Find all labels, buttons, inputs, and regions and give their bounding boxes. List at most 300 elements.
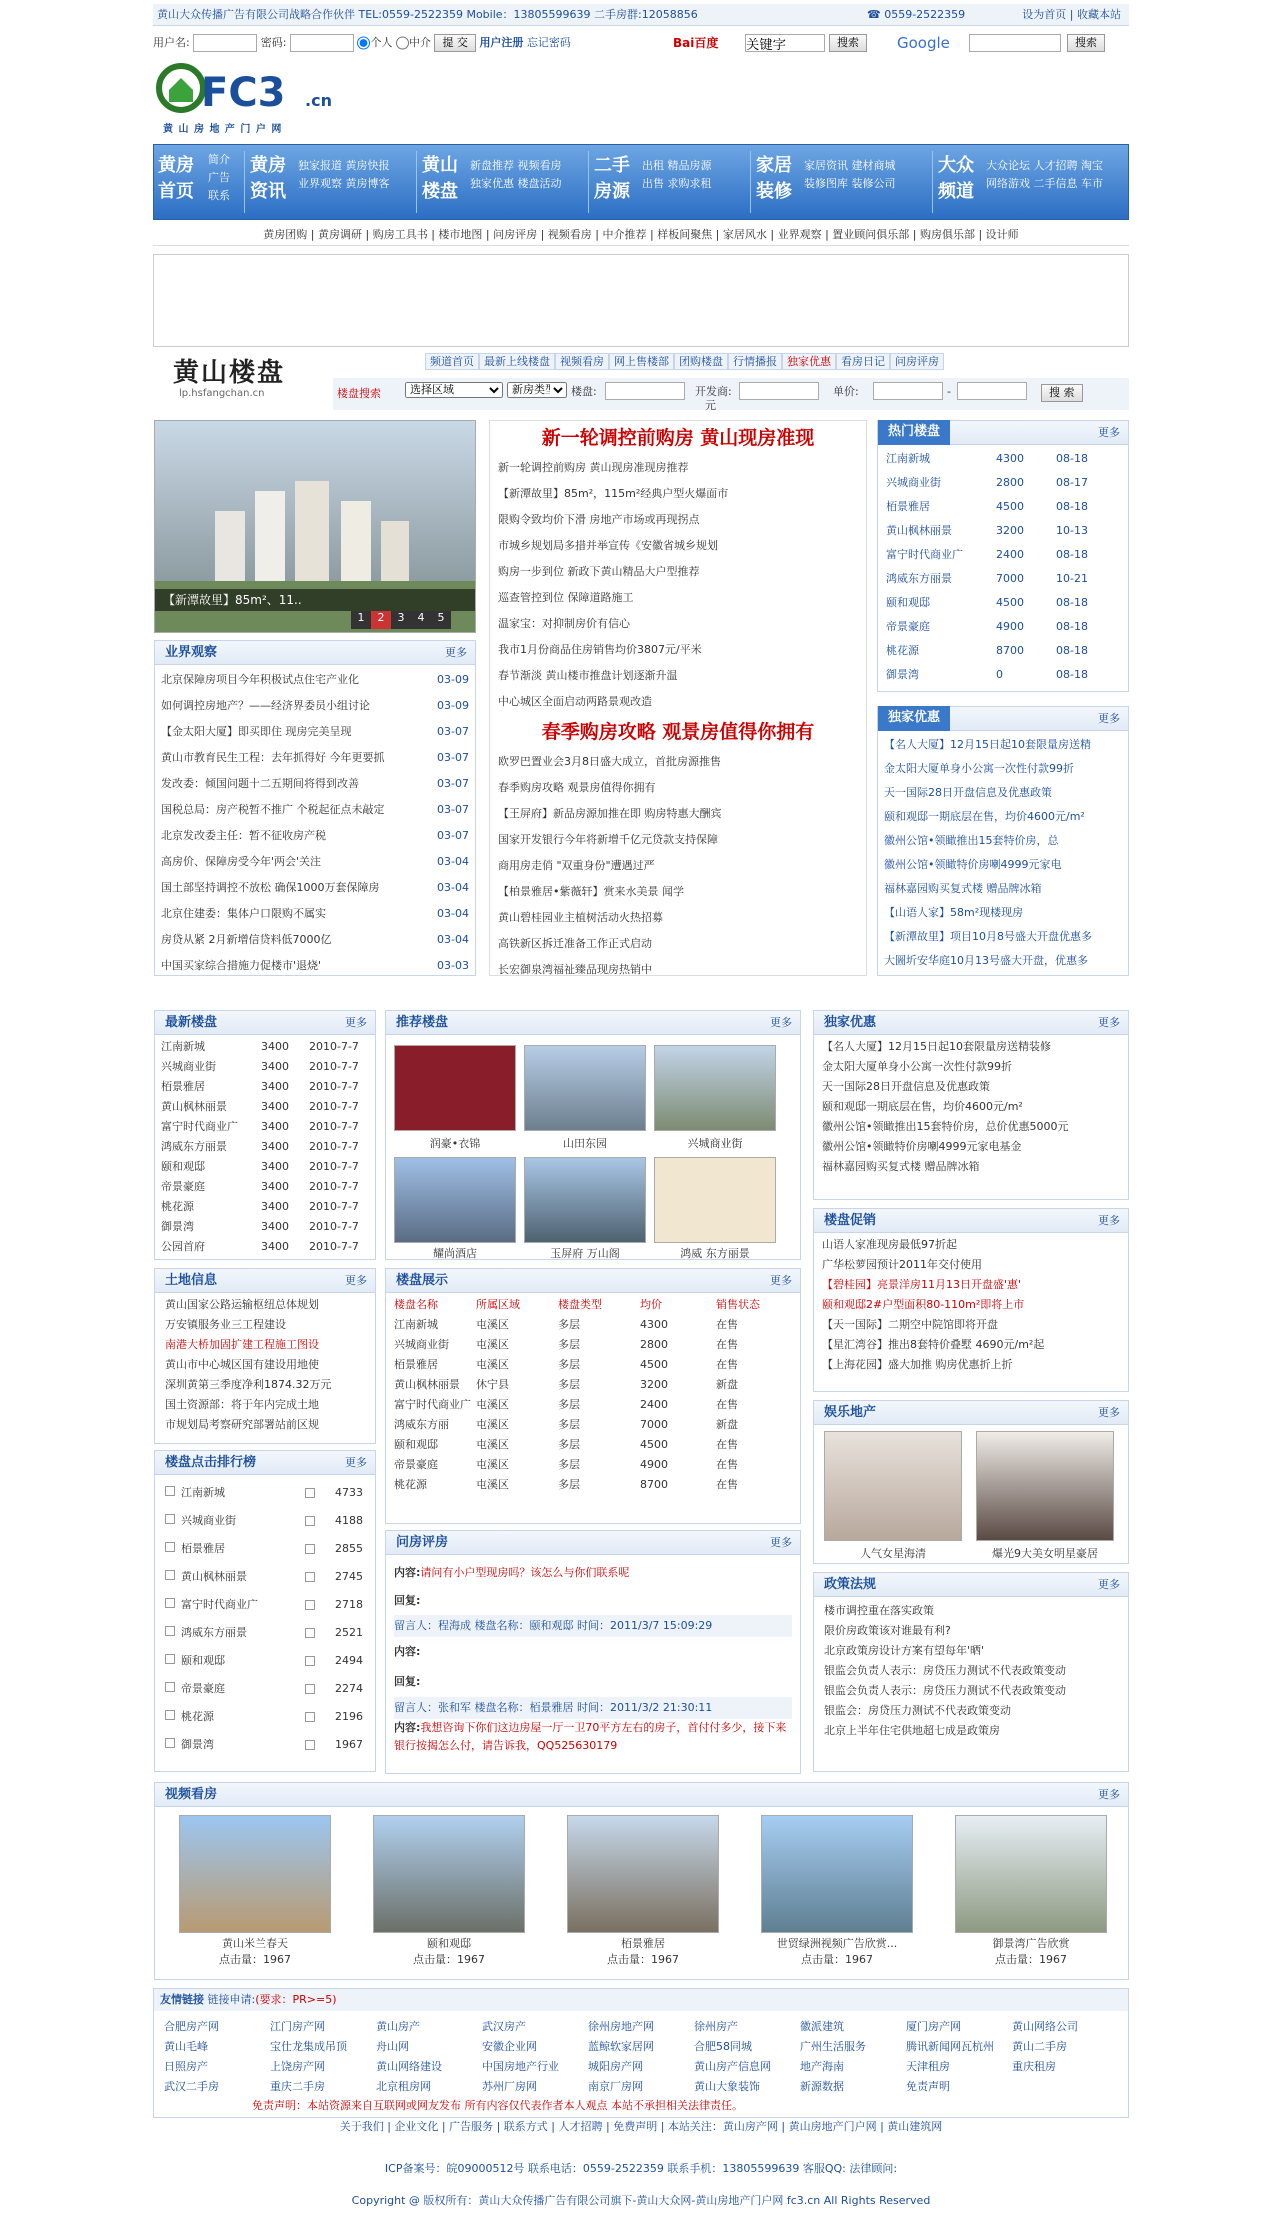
recommend-photo[interactable] bbox=[394, 1045, 516, 1131]
table-row[interactable]: 江南新城 4300 08-18 bbox=[886, 452, 1088, 465]
qa-reply: 回复: bbox=[394, 1675, 421, 1688]
register-link[interactable]: 用户注册 bbox=[479, 36, 524, 49]
list-item[interactable]: 【碧桂园】亮景洋房11月13日开盘盛'惠' bbox=[822, 1278, 1022, 1291]
table-row[interactable]: 富宁时代商业广 2400 08-18 bbox=[886, 548, 1088, 561]
nav-home-deco[interactable] bbox=[756, 151, 926, 213]
recommend-photo[interactable] bbox=[654, 1045, 776, 1131]
site-logo[interactable] bbox=[155, 58, 355, 138]
list-item[interactable]: 高房价、保障房受今年'两会'关注 03-04 bbox=[161, 855, 469, 868]
friend-link[interactable]: 广州生活服务 bbox=[800, 2040, 866, 2053]
list-item[interactable]: 北京政策房设计方案有望每年'晒' bbox=[824, 1644, 985, 1657]
tab-market[interactable]: 行情播报 bbox=[728, 353, 782, 370]
discount-box-2 bbox=[813, 1010, 1129, 1200]
video-thumb[interactable] bbox=[567, 1815, 719, 1933]
friend-link[interactable]: 黄山房产 bbox=[376, 2020, 420, 2033]
friend-link[interactable]: 黄山网络建设 bbox=[376, 2060, 442, 2073]
friend-link[interactable]: 腾讯新闻网瓦杭州 bbox=[906, 2040, 994, 2053]
disclaimer: 免责声明：本站资源来自互联网或网友发布 所有内容仅代表作者本人观点 本站不承担相关法律责任。 bbox=[252, 2099, 743, 2112]
links-apply[interactable]: 链接申请: bbox=[207, 1993, 256, 2006]
video-thumb[interactable] bbox=[955, 1815, 1107, 1933]
list-item[interactable]: 北京发改委主任：暂不征收房产税 03-07 bbox=[161, 829, 469, 842]
list-item[interactable]: 银监会负责人表示：房贷压力测试不代表政策变动 bbox=[824, 1684, 1066, 1697]
table-row[interactable]: 公园首府 3400 2010-7-7 bbox=[161, 1240, 359, 1253]
radio-agent[interactable] bbox=[396, 34, 409, 52]
nav-dazhong-label[interactable]: 大众频道 bbox=[938, 155, 974, 202]
table-row[interactable]: 富宁时代商业广 屯溪区 多层 2400 在售 bbox=[394, 1398, 738, 1411]
list-item[interactable]: 【星汇湾谷】推出8套特价叠墅 4690元/m²起 bbox=[822, 1338, 1045, 1351]
land-box bbox=[154, 1268, 376, 1444]
qa-reply: 回复: bbox=[394, 1594, 421, 1607]
recommend-photo[interactable] bbox=[524, 1045, 646, 1131]
tab-video[interactable]: 视频看房 bbox=[555, 353, 609, 370]
nav-loupan-sub[interactable]: 新盘推荐 视频看房 独家优惠 楼盘活动 bbox=[470, 159, 562, 190]
friend-link[interactable]: 徽派建筑 bbox=[800, 2020, 844, 2033]
list-item[interactable]: 福林嘉园购买复式楼 赠品牌冰箱 bbox=[822, 1160, 980, 1173]
table-row[interactable]: 兴城商业街 3400 2010-7-7 bbox=[161, 1060, 359, 1073]
news-item[interactable]: 春季购房攻略 观景房值得你拥有 bbox=[498, 781, 656, 794]
name-label: 楼盘: bbox=[571, 385, 597, 398]
policy-list bbox=[814, 1597, 1128, 1745]
loupan-tabs bbox=[425, 352, 944, 372]
table-row[interactable]: 江南新城 屯溪区 多层 4300 在售 bbox=[394, 1318, 738, 1331]
news-item[interactable]: 温家宝：对抑制房价有信心 bbox=[498, 617, 630, 630]
table-row[interactable]: 颐和观邸 屯溪区 多层 4500 在售 bbox=[394, 1438, 738, 1451]
news-item[interactable]: 中心城区全面启动两路景观改造 bbox=[498, 695, 652, 708]
list-item[interactable]: 北京保障房项目今年积极试点住宅产业化 03-09 bbox=[161, 673, 469, 686]
tab-diary[interactable]: 看房日记 bbox=[836, 353, 890, 370]
table-row[interactable]: 兴城商业街 屯溪区 多层 2800 在售 bbox=[394, 1338, 738, 1351]
nav-dazhong[interactable] bbox=[938, 151, 1124, 213]
industry-more[interactable]: 更多 bbox=[445, 646, 467, 659]
table-row[interactable]: 帝景豪庭 4900 08-18 bbox=[886, 620, 1088, 633]
list-item[interactable]: 大圌圻安华庭10月13号盛大开盘，优惠多 bbox=[884, 954, 1088, 967]
username-input[interactable] bbox=[193, 34, 257, 52]
friend-link[interactable]: 黄山大象装饰 bbox=[694, 2080, 760, 2093]
video-clicks: 点击量：1967 bbox=[995, 1953, 1067, 1966]
table-row[interactable]: 栢景雅居 屯溪区 多层 4500 在售 bbox=[394, 1358, 738, 1371]
list-item[interactable]: 【山语人家】58m²现楼现房 bbox=[884, 906, 1024, 919]
friend-link[interactable]: 南京厂房网 bbox=[588, 2080, 643, 2093]
list-item[interactable]: 房贷从紧 2月新增信贷料低7000亿 03-04 bbox=[161, 933, 469, 946]
friend-link[interactable]: 重庆租房 bbox=[1012, 2060, 1056, 2073]
nav-home-deco-label[interactable]: 家居装修 bbox=[756, 155, 792, 202]
links-box bbox=[153, 1988, 1129, 2118]
list-item[interactable]: 山语人家准现房最低97折起 bbox=[822, 1238, 957, 1251]
list-item[interactable]: 富宁时代商业广 2718 bbox=[165, 1591, 365, 1619]
search-label: 楼盘搜索 bbox=[337, 387, 381, 400]
list-item[interactable]: 御景湾 1967 bbox=[165, 1731, 365, 1759]
type-select[interactable] bbox=[507, 382, 567, 398]
nav-dazhong-sub[interactable]: 大众论坛 人才招聘 淘宝 网络游戏 二手信息 车市 bbox=[986, 159, 1103, 190]
radio-personal-label: 个人 bbox=[370, 36, 393, 49]
video-label[interactable]: 御景湾广告欣赏 bbox=[992, 1937, 1070, 1950]
list-item[interactable]: 黄山市教育民生工程：去年抓得好 今年更要抓 03-07 bbox=[161, 751, 469, 764]
nav-secondhand-sub[interactable]: 出租 精品房源 出售 求购求租 bbox=[642, 159, 712, 190]
table-row[interactable]: 桃花源 8700 08-18 bbox=[886, 644, 1088, 657]
friend-link[interactable]: 免责声明 bbox=[906, 2080, 950, 2093]
rank-more[interactable]: 更多 bbox=[345, 1456, 367, 1469]
recommend-title: 推荐楼盘 bbox=[396, 1015, 449, 1030]
password-label: 密码: bbox=[260, 36, 287, 49]
list-item[interactable]: 黄山市中心城区国有建设用地使 bbox=[165, 1358, 319, 1371]
table-row[interactable]: 江南新城 3400 2010-7-7 bbox=[161, 1040, 359, 1053]
list-item[interactable]: 黄山国家公路运输枢纽总体规划 bbox=[165, 1298, 319, 1311]
qa-question: 内容:我想咨询下你们这边房屋一厅一卫70平方左右的房子，首付付多少，接下来银行按揭怎么付，请告诉我，QQ525630179 bbox=[394, 1721, 787, 1752]
list-item[interactable]: 广华松萝园预计2011年交付使用 bbox=[822, 1258, 982, 1271]
list-item[interactable]: 桃花源 2196 bbox=[165, 1703, 365, 1731]
username-label: 用户名: bbox=[153, 36, 190, 49]
nav-secondhand-label[interactable]: 二手房源 bbox=[594, 155, 630, 202]
video-label[interactable]: 黄山米兰春天 bbox=[222, 1937, 288, 1950]
list-item[interactable]: 天一国际28日开盘信息及优惠政策 bbox=[884, 786, 1052, 799]
star-label[interactable]: 人气女星海清 bbox=[860, 1547, 926, 1560]
price-max-input[interactable] bbox=[957, 382, 1027, 400]
loupan-domain: lp.hsfangchan.cn bbox=[179, 388, 265, 399]
friend-link[interactable]: 合肥房产网 bbox=[164, 2020, 219, 2033]
recommend-label[interactable]: 鸿威 东方丽景 bbox=[680, 1247, 750, 1260]
table-row[interactable]: 黄山枫林丽景 3400 2010-7-7 bbox=[161, 1100, 359, 1113]
table-row[interactable]: 黄山枫林丽景 3200 10-13 bbox=[886, 524, 1088, 537]
region-select[interactable] bbox=[405, 382, 503, 398]
table-row[interactable]: 鸿威东方丽 屯溪区 多层 7000 新盘 bbox=[394, 1418, 738, 1431]
friend-link[interactable]: 黄山房产信息网 bbox=[694, 2060, 771, 2073]
list-item[interactable]: 徽州公馆•领瞰推出15套特价房，总 bbox=[884, 834, 1059, 847]
table-row[interactable]: 帝景豪庭 屯溪区 多层 4900 在售 bbox=[394, 1458, 738, 1471]
table-row[interactable]: 御景湾 3400 2010-7-7 bbox=[161, 1220, 359, 1233]
rank-list bbox=[155, 1475, 375, 1763]
list-item[interactable]: 【天一国际】二期空中院馆即将开盘 bbox=[822, 1318, 998, 1331]
list-item[interactable]: 福林嘉园购买复式楼 赠品牌冰箱 bbox=[884, 882, 1042, 895]
list-item[interactable]: 【名人大厦】12月15日起10套限量房送精装修 bbox=[822, 1040, 1051, 1053]
friend-link[interactable]: 徐州房地产网 bbox=[588, 2020, 654, 2033]
recommend-label[interactable]: 耀尚酒店 bbox=[433, 1247, 477, 1260]
recommend-photo[interactable] bbox=[654, 1157, 776, 1243]
list-item[interactable]: 兴城商业街 4188 bbox=[165, 1507, 365, 1535]
svg-text:FC3: FC3 bbox=[201, 70, 286, 116]
list-item[interactable]: 【新潭故里】项目10月8号盛大开盘优惠多 bbox=[884, 930, 1092, 943]
discount-more-1[interactable]: 更多 bbox=[1098, 712, 1120, 725]
showcase-more[interactable]: 更多 bbox=[770, 1274, 792, 1287]
slide-page-3[interactable]: 3 bbox=[391, 611, 411, 629]
qa-meta: 留言人：程海成 楼盘名称：颐和观邸 时间：2011/3/7 15:09:29 bbox=[394, 1615, 792, 1637]
headline-2[interactable]: 春季购房攻略 观景房值得你拥有 bbox=[541, 721, 815, 743]
list-item[interactable]: 深圳黄第三季度净利1874.32万元 bbox=[165, 1378, 332, 1391]
list-item[interactable]: 颐和观邸2#户型面积80-110m²即将上市 bbox=[822, 1298, 1025, 1311]
google-logo: Google bbox=[897, 34, 950, 52]
nav-news-sub[interactable]: 独家报道 黄房快报 业界观察 黄房博客 bbox=[298, 159, 390, 190]
news-item[interactable]: 市城乡规划局多措并举宣传《安徽省城乡规划 bbox=[498, 539, 718, 552]
rank-box bbox=[154, 1450, 376, 1772]
baidu-search-button[interactable]: 搜索 bbox=[829, 34, 867, 52]
friend-link[interactable]: 中国房地产行业 bbox=[482, 2060, 559, 2073]
news-item[interactable]: 【柏景雅居•紫薇轩】赏来水美景 闻学 bbox=[498, 885, 684, 898]
table-header: 楼盘名称 所属区域 楼盘类型 均价 销售状态 bbox=[394, 1298, 760, 1311]
friend-link[interactable]: 天津租房 bbox=[906, 2060, 950, 2073]
recommend-label[interactable]: 兴城商业街 bbox=[687, 1137, 743, 1150]
friend-link[interactable]: 武汉房产 bbox=[482, 2020, 526, 2033]
nav-news[interactable] bbox=[250, 151, 410, 213]
table-row[interactable]: 颐和观邸 4500 08-18 bbox=[886, 596, 1088, 609]
table-row[interactable]: 富宁时代商业广 3400 2010-7-7 bbox=[161, 1120, 359, 1133]
news-item[interactable]: 春节渐淡 黄山楼市推盘计划逐渐升温 bbox=[498, 669, 678, 682]
qa-content: 内容: bbox=[394, 1645, 421, 1658]
list-item[interactable]: 黄山枫林丽景 2745 bbox=[165, 1563, 365, 1591]
news-item[interactable]: 购房一步到位 新政下黄山精品大户型推荐 bbox=[498, 565, 700, 578]
news-item[interactable]: 国家开发银行今年将新增千亿元贷款支持保障 bbox=[498, 833, 718, 846]
video-label[interactable]: 颐和观邸 bbox=[427, 1937, 471, 1950]
slide-page-4[interactable]: 4 bbox=[411, 611, 431, 629]
friend-link[interactable]: 重庆二手房 bbox=[270, 2080, 325, 2093]
list-item[interactable]: 天一国际28日开盘信息及优惠政策 bbox=[822, 1080, 990, 1093]
news-item[interactable]: 【新潭故里】85m²，115m²经典户型火爆面市 bbox=[498, 487, 729, 500]
hot-more[interactable]: 更多 bbox=[1098, 426, 1120, 439]
phone-icon: ☎ bbox=[867, 8, 885, 21]
tab-discount[interactable]: 独家优惠 bbox=[782, 353, 836, 370]
video-label[interactable]: 世贸绿洲视频广告欣赏... bbox=[776, 1937, 898, 1950]
price-min-input[interactable] bbox=[873, 382, 943, 400]
nav-home-deco-sub[interactable]: 家居资讯 建材商城 装修图库 装修公司 bbox=[804, 159, 896, 190]
radio-personal[interactable] bbox=[357, 34, 370, 52]
discount-more-2[interactable]: 更多 bbox=[1098, 1016, 1120, 1029]
friend-link[interactable]: 新源数据 bbox=[800, 2080, 844, 2093]
new-loupan-more[interactable]: 更多 bbox=[345, 1016, 367, 1029]
entertainment-box bbox=[813, 1400, 1129, 1564]
friend-link[interactable]: 宝仕龙集成吊顶 bbox=[270, 2040, 347, 2053]
news-item[interactable]: 限购令致均价下滑 房地产市场或再现拐点 bbox=[498, 513, 700, 526]
unit-label: 元 bbox=[705, 399, 716, 412]
list-item[interactable]: 银监会：房贷压力测试不代表政策变动 bbox=[824, 1704, 1011, 1717]
tab-online[interactable]: 网上售楼部 bbox=[609, 353, 674, 370]
slide-page-5[interactable]: 5 bbox=[431, 611, 451, 629]
list-item[interactable]: 颐和观邸一期底层在售，均价4600元/m² bbox=[884, 810, 1085, 823]
footer-copyright: Copyright @ 版权所有：黄山大众传播广告有限公司旗下-黄山大众网-黄山房地产门户网 fc3.cn All Rights Reserved bbox=[351, 2194, 931, 2207]
industry-list bbox=[155, 665, 475, 981]
list-item[interactable]: 北京上半年住宅供地超七成是政策房 bbox=[824, 1724, 1000, 1737]
name-input[interactable] bbox=[605, 382, 685, 400]
new-loupan-box bbox=[154, 1010, 376, 1260]
friend-link[interactable]: 日照房产 bbox=[164, 2060, 208, 2073]
friend-link[interactable]: 武汉二手房 bbox=[164, 2080, 219, 2093]
loupan-search-bar: 楼盘搜索 选择区域 新房类型 楼盘: 开发商: 元 单价: - 搜 索 bbox=[333, 378, 1129, 410]
slide-pager bbox=[351, 611, 451, 629]
list-item[interactable]: 【金太阳大厦】即买即住 现房完美呈现 03-07 bbox=[161, 725, 469, 738]
land-title: 土地信息 bbox=[165, 1273, 218, 1288]
friend-link[interactable]: 黄山网络公司 bbox=[1012, 2020, 1078, 2033]
news-item[interactable]: 巡查管控到位 保障道路施工 bbox=[498, 591, 634, 604]
video-thumb[interactable] bbox=[179, 1815, 331, 1933]
nav-home-sub[interactable]: 简介 广告 联系 bbox=[208, 153, 230, 202]
news-item[interactable]: 黄山碧桂园业主植树活动火热招募 bbox=[498, 911, 663, 924]
friend-link[interactable]: 舟山网 bbox=[376, 2040, 409, 2053]
promo-more[interactable]: 更多 bbox=[1098, 1214, 1120, 1227]
main-nav bbox=[153, 144, 1129, 220]
star-label[interactable]: 爆光9大美女明星豪居 bbox=[992, 1547, 1098, 1560]
table-row[interactable]: 黄山枫林丽景 休宁县 多层 3200 新盘 bbox=[394, 1378, 738, 1391]
tab-home[interactable]: 频道首页 bbox=[425, 353, 479, 370]
submit-button[interactable]: 提 交 bbox=[434, 34, 476, 52]
recommend-box bbox=[385, 1010, 801, 1260]
list-item[interactable]: 鸿威东方丽景 2521 bbox=[165, 1619, 365, 1647]
friend-link[interactable]: 合肥58同城 bbox=[694, 2040, 752, 2053]
list-item[interactable]: 金太阳大厦单身小公寓一次性付款99折 bbox=[822, 1060, 1012, 1073]
list-item[interactable]: 江南新城 4733 bbox=[165, 1479, 365, 1507]
tab-new[interactable]: 最新上线楼盘 bbox=[479, 353, 555, 370]
star-photo[interactable] bbox=[976, 1431, 1114, 1541]
list-item[interactable]: 徽州公馆•领瞰推出15套特价房，总价优惠5000元 bbox=[822, 1120, 1069, 1133]
developer-input[interactable] bbox=[739, 382, 819, 400]
nav-loupan-label[interactable]: 黄山楼盘 bbox=[422, 155, 458, 202]
news-item[interactable]: 欧罗巴置业会3月8日盛大成立，首批房源推售 bbox=[498, 755, 721, 768]
svg-text:.cn: .cn bbox=[305, 91, 332, 110]
list-item[interactable]: 【名人大厦】12月15日起10套限量房送精 bbox=[884, 738, 1091, 751]
video-box bbox=[154, 1782, 1129, 1980]
recommend-label[interactable]: 玉屏府 万山阁 bbox=[550, 1247, 620, 1260]
industry-title: 业界观察 bbox=[165, 645, 218, 660]
table-row[interactable]: 帝景豪庭 3400 2010-7-7 bbox=[161, 1180, 359, 1193]
list-item[interactable]: 楼市调控重在落实政策 bbox=[824, 1604, 934, 1617]
google-search-input[interactable] bbox=[969, 34, 1061, 52]
recommend-more[interactable]: 更多 bbox=[770, 1016, 792, 1029]
policy-box bbox=[813, 1572, 1129, 1772]
footer-icp: ICP备案号：皖09000512号 联系电话：0559-2522359 联系手机：13805599639 客服QQ: 法律顾问: bbox=[384, 2162, 898, 2175]
friend-link[interactable]: 徐州房产 bbox=[694, 2020, 738, 2033]
list-item[interactable]: 国土部坚持调控不放松 确保1000万套保障房 03-04 bbox=[161, 881, 469, 894]
phone-number: ☎ 0559-2522359 bbox=[867, 8, 966, 21]
list-item[interactable]: 帝景豪庭 2274 bbox=[165, 1675, 365, 1703]
discount-title-1: 独家优惠 bbox=[878, 706, 950, 731]
slide-page-2[interactable]: 2 bbox=[371, 611, 391, 629]
nav-news-label[interactable]: 黄房资讯 bbox=[250, 155, 286, 202]
discount-list-2 bbox=[814, 1035, 1128, 1179]
news-item[interactable]: 【王屏府】新品房源加推在即 购房特惠大酬宾 bbox=[498, 807, 722, 820]
video-thumb[interactable] bbox=[761, 1815, 913, 1933]
list-item[interactable]: 栢景雅居 2855 bbox=[165, 1535, 365, 1563]
discount-list-1 bbox=[878, 731, 1128, 975]
star-photo[interactable] bbox=[824, 1431, 962, 1541]
forgot-link[interactable]: 忘记密码 bbox=[526, 36, 571, 49]
news-item[interactable]: 新一轮调控前购房 黄山现房准现房推荐 bbox=[498, 461, 689, 474]
friend-link[interactable]: 城阳房产网 bbox=[588, 2060, 643, 2073]
promo-title: 楼盘促销 bbox=[824, 1213, 877, 1228]
qa-more[interactable]: 更多 bbox=[770, 1536, 792, 1549]
list-item[interactable]: 北京住建委：集体户口限购不属实 03-04 bbox=[161, 907, 469, 920]
new-loupan-list bbox=[155, 1035, 375, 1259]
tab-qa[interactable]: 问房评房 bbox=[890, 353, 944, 370]
recommend-label[interactable]: 山田东园 bbox=[563, 1137, 607, 1150]
tab-group[interactable]: 团购楼盘 bbox=[674, 353, 728, 370]
video-clicks: 点击量：1967 bbox=[219, 1953, 291, 1966]
headline-1[interactable]: 新一轮调控前购房 黄山现房准现 bbox=[541, 427, 815, 449]
baidu-search-input[interactable] bbox=[745, 34, 825, 52]
nav-home[interactable] bbox=[158, 151, 238, 213]
list-item[interactable]: 市规划局考察研究部署站前区规 bbox=[165, 1418, 319, 1431]
footer-nav[interactable]: 关于我们 | 企业文化 | 广告服务 | 联系方式 | 人才招聘 | 免费声明 | 本站关注：黄山房产网 | 黄山房地产门户网 | 黄山建筑网 bbox=[339, 2120, 943, 2133]
friend-link[interactable]: 安徽企业网 bbox=[482, 2040, 537, 2053]
industry-box bbox=[154, 640, 476, 976]
list-item[interactable]: 南港大桥加固扩建工程施工图设 bbox=[165, 1338, 319, 1351]
table-row[interactable]: 栢景雅居 4500 08-18 bbox=[886, 500, 1088, 513]
nav-loupan[interactable] bbox=[422, 151, 582, 213]
list-item[interactable]: 银监会负责人表示：房贷压力测试不代表政策变动 bbox=[824, 1664, 1066, 1677]
table-row[interactable]: 桃花源 3400 2010-7-7 bbox=[161, 1200, 359, 1213]
policy-more[interactable]: 更多 bbox=[1098, 1578, 1120, 1591]
list-item[interactable]: 中国买家综合措施力促楼市'退烧' 03-03 bbox=[161, 959, 469, 972]
policy-title: 政策法规 bbox=[824, 1577, 877, 1592]
friend-link[interactable]: 蓝鲸软家居网 bbox=[588, 2040, 654, 2053]
recommend-photo[interactable] bbox=[524, 1157, 646, 1243]
slide-caption[interactable]: 【新潭故里】85m²、11.. bbox=[155, 589, 475, 611]
friend-link[interactable]: 厦门房产网 bbox=[906, 2020, 961, 2033]
land-more[interactable]: 更多 bbox=[345, 1274, 367, 1287]
friend-link[interactable]: 江门房产网 bbox=[270, 2020, 325, 2033]
news-item[interactable]: 商用房走俏 "双重身份"遭遇过严 bbox=[498, 859, 655, 872]
friend-link[interactable]: 苏州厂房网 bbox=[482, 2080, 537, 2093]
nav-home-label[interactable]: 黄房首页 bbox=[158, 155, 194, 202]
table-row[interactable]: 栢景雅居 3400 2010-7-7 bbox=[161, 1080, 359, 1093]
top-links[interactable]: 设为首页 | 收藏本站 bbox=[1022, 8, 1121, 21]
recommend-photo[interactable] bbox=[394, 1157, 516, 1243]
sub-nav[interactable]: 黄房团购 | 黄房调研 | 购房工具书 | 楼市地图 | 问房评房 | 视频看房 | 中介推荐 | 样板间聚焦 | 家居风水 | 业界观察 | 置业顾问俱乐部 | 购房俱乐部 | 设计师 bbox=[153, 224, 1129, 246]
page bbox=[153, 0, 1129, 2220]
list-item[interactable]: 万安镇服务业三工程建设 bbox=[165, 1318, 286, 1331]
list-item[interactable]: 【上海花园】盛大加推 购房优惠折上折 bbox=[822, 1358, 1013, 1371]
recommend-label[interactable]: 润豪•衣锦 bbox=[429, 1137, 481, 1150]
password-input[interactable] bbox=[290, 34, 354, 52]
list-item[interactable]: 国土资源部：将于年内完成土地 bbox=[165, 1398, 319, 1411]
table-row[interactable]: 御景湾 0 08-18 bbox=[886, 668, 1088, 681]
table-row[interactable]: 桃花源 屯溪区 多层 8700 在售 bbox=[394, 1478, 738, 1491]
video-more[interactable]: 更多 bbox=[1098, 1788, 1120, 1801]
friend-link[interactable]: 黄山二手房 bbox=[1012, 2040, 1067, 2053]
friend-link[interactable]: 黄山毛峰 bbox=[164, 2040, 208, 2053]
qa-meta: 留言人：张和军 楼盘名称：栢景雅居 时间：2011/3/2 21:30:11 bbox=[394, 1697, 792, 1719]
table-row[interactable]: 鸿威东方丽景 7000 10-21 bbox=[886, 572, 1088, 585]
login-row bbox=[153, 32, 1129, 54]
list-item[interactable]: 徽州公馆•领瞰特价房喇4999元家电基金 bbox=[822, 1140, 1022, 1153]
video-thumb[interactable] bbox=[373, 1815, 525, 1933]
nav-secondhand[interactable] bbox=[594, 151, 744, 213]
list-item[interactable]: 颐和观邸 2494 bbox=[165, 1647, 365, 1675]
list-item[interactable]: 金太阳大厦单身小公寓一次性付款99折 bbox=[884, 762, 1074, 775]
radio-agent-label: 中介 bbox=[408, 36, 431, 49]
list-item[interactable]: 颐和观邸一期底层在售，均价4600元/m² bbox=[822, 1100, 1023, 1113]
table-row[interactable]: 鸿威东方丽景 3400 2010-7-7 bbox=[161, 1140, 359, 1153]
friend-link[interactable]: 北京租房网 bbox=[376, 2080, 431, 2093]
slide-page-1[interactable]: 1 bbox=[351, 611, 371, 629]
ad-banner[interactable] bbox=[153, 254, 1129, 347]
list-item[interactable]: 发改委：倾国问题十二五期间将得到改善 03-07 bbox=[161, 777, 469, 790]
entertainment-more[interactable]: 更多 bbox=[1098, 1406, 1120, 1419]
video-label[interactable]: 栢景雅居 bbox=[621, 1937, 665, 1950]
loupan-header bbox=[153, 352, 1129, 412]
list-item[interactable]: 如何调控房地产？——经济界委员小组讨论 03-09 bbox=[161, 699, 469, 712]
news-item[interactable]: 高铁新区拆迁准备工作正式启动 bbox=[498, 937, 652, 950]
logo-tagline: 黄 山 房 地 产 门 户 网 bbox=[163, 124, 283, 135]
list-item[interactable]: 限价房政策该对谁最有利? bbox=[824, 1624, 951, 1637]
loupan-search-button[interactable]: 搜 索 bbox=[1041, 384, 1083, 402]
table-row[interactable]: 颐和观邸 3400 2010-7-7 bbox=[161, 1160, 359, 1173]
list-item[interactable]: 国税总局：房产税暂不推广 个税起征点未敲定 03-07 bbox=[161, 803, 469, 816]
list-item[interactable]: 徽州公馆•领瞰特价房喇4999元家电 bbox=[884, 858, 1062, 871]
news-item[interactable]: 我市1月份商品住房销售均价3807元/平米 bbox=[498, 643, 702, 656]
table-row[interactable]: 兴城商业街 2800 08-17 bbox=[886, 476, 1088, 489]
friend-link[interactable]: 上饶房产网 bbox=[270, 2060, 325, 2073]
showcase-table bbox=[386, 1293, 800, 1497]
news-item[interactable]: 长宏御泉湾福祉臻品现房热销中 bbox=[498, 963, 652, 976]
friend-link[interactable]: 地产海南 bbox=[800, 2060, 844, 2073]
google-search-button[interactable]: 搜索 bbox=[1067, 34, 1105, 52]
slideshow[interactable] bbox=[154, 420, 476, 633]
